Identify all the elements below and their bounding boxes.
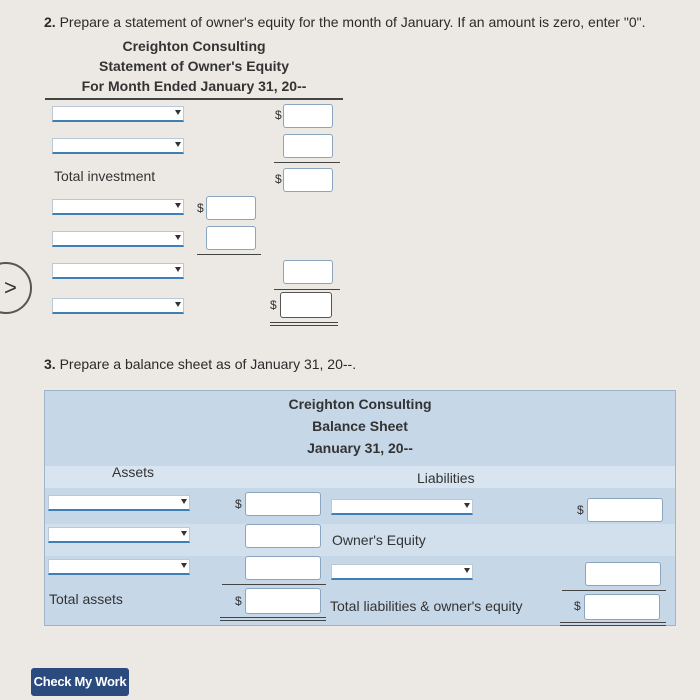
question-3-number: 3. [44,356,56,372]
q2-period: For Month Ended January 31, 20-- [81,78,307,94]
liability-row1-select[interactable] [331,499,473,515]
q2-row3-amount-input[interactable] [206,196,256,220]
question-3-text: Prepare a balance sheet as of January 31, 20--. [59,356,357,372]
q2-row1-select[interactable] [52,106,184,122]
chevron-down-icon [181,563,187,568]
assets-label: Assets [112,464,155,480]
liab-double-rule-2 [560,625,666,626]
dollar-sign: $ [574,599,581,613]
q2-row2-select[interactable] [52,138,184,154]
chevron-down-icon [464,503,470,508]
double-rule-1 [270,322,338,323]
q3-statement-title: Balance Sheet [312,418,408,434]
total-liab-equity-label: Total liabilities & owner's equity [330,598,523,614]
question-3 [44,356,356,372]
q2-row4-select[interactable] [52,231,184,247]
subtotal-rule [274,289,340,290]
chevron-down-icon [181,531,187,536]
next-question-button[interactable] [0,262,32,314]
q3-company-name: Creighton Consulting [288,396,432,412]
total-investment-label: Total investment [54,168,156,184]
asset-row1-amount-input[interactable] [245,492,321,516]
liab-subtotal-rule [562,590,666,591]
asset-row3-amount-input[interactable] [245,556,321,580]
chevron-down-icon [175,110,181,115]
inner-subtotal-rule [197,254,261,255]
chevron-down-icon [175,302,181,307]
dollar-sign: $ [235,594,242,608]
q2-company-name: Creighton Consulting [122,38,266,54]
total-assets-label: Total assets [49,591,123,607]
header-rule [45,98,343,100]
owners-equity-label: Owner's Equity [332,532,426,548]
chevron-down-icon [464,568,470,573]
q2-row5-select[interactable] [52,263,184,279]
chevron-right-icon: > [4,275,17,300]
q2-ending-capital-input[interactable] [280,292,332,318]
dollar-sign: $ [197,201,204,215]
dollar-sign: $ [270,298,277,312]
dollar-sign: $ [275,108,282,122]
equity-row1-select[interactable] [331,564,473,580]
chevron-down-icon [175,203,181,208]
question-2-text: Prepare a statement of owner's equity for the month of January. If an amount is zero, enter "0". [59,14,646,30]
total-liab-equity-input[interactable] [584,594,660,620]
question-2 [44,14,645,30]
dollar-sign: $ [577,503,584,517]
chevron-down-icon [175,267,181,272]
assets-double-rule-2 [220,620,326,621]
asset-row1-select[interactable] [48,495,190,511]
q2-row3-select[interactable] [52,199,184,215]
assets-double-rule-1 [220,617,326,618]
double-rule-2 [270,325,338,326]
asset-row2-select[interactable] [48,527,190,543]
total-assets-input[interactable] [245,588,321,614]
assets-subtotal-rule [222,584,326,585]
check-my-work-button[interactable]: Check My Work [31,668,129,696]
q2-row4-amount-input[interactable] [206,226,256,250]
chevron-down-icon [181,499,187,504]
liabilities-label: Liabilities [417,470,475,486]
q3-date: January 31, 20-- [307,440,413,456]
equity-row1-amount-input[interactable] [585,562,661,586]
liability-row1-amount-input[interactable] [587,498,663,522]
dollar-sign: $ [275,172,282,186]
chevron-down-icon [175,235,181,240]
liab-double-rule-1 [560,622,666,623]
total-investment-input[interactable] [283,168,333,192]
subtotal-rule [274,162,340,163]
asset-row3-select[interactable] [48,559,190,575]
chevron-down-icon [175,142,181,147]
q2-statement-title: Statement of Owner's Equity [98,58,290,74]
q2-row1-amount-input[interactable] [283,104,333,128]
q2-row5-amount-input[interactable] [283,260,333,284]
asset-row2-amount-input[interactable] [245,524,321,548]
question-2-number: 2. [44,14,56,30]
q2-row2-amount-input[interactable] [283,134,333,158]
q2-row6-select[interactable] [52,298,184,314]
dollar-sign: $ [235,497,242,511]
